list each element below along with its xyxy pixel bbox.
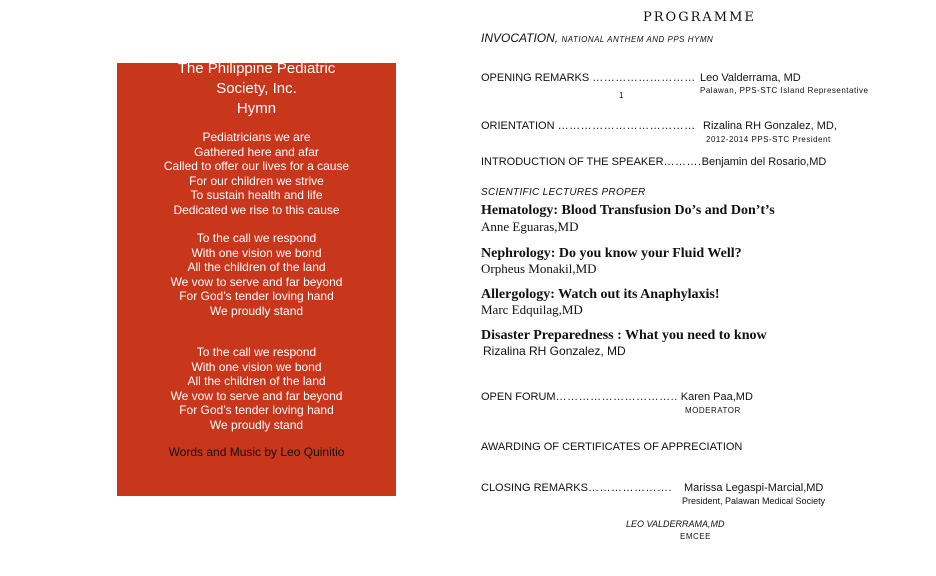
invocation-label: INVOCATION, xyxy=(481,31,559,45)
hymn-line: We vow to serve and far beyond xyxy=(170,388,343,403)
open-forum-line xyxy=(481,391,753,403)
hymn-title-line: Hymn xyxy=(236,100,277,117)
hymn-line: To the call we respond xyxy=(196,345,317,359)
emcee-role: EMCEE xyxy=(680,532,711,541)
invocation-items: NATIONAL ANTHEM AND PPS HYMN xyxy=(561,35,714,44)
emcee-name: LEO VALDERRAMA,MD xyxy=(626,519,725,529)
page-number: 1 xyxy=(619,91,624,100)
hymn-credit: Words and Music by Leo Quinitio xyxy=(168,445,345,459)
closing-remarks-label: CLOSING REMARKS xyxy=(481,482,588,494)
hymn-line: With one vision we bond xyxy=(191,359,322,374)
opening-remarks-label: OPENING REMARKS xyxy=(481,72,590,84)
lecture-speaker: Anne Eguaras,MD xyxy=(481,219,579,234)
hymn-line: Gathered here and afar xyxy=(194,144,319,159)
intro-speaker-name: Benjamin del Rosario,MD xyxy=(701,156,827,168)
lecture-speaker: Orpheus Monakil,MD xyxy=(481,261,597,276)
leader-dots: ……………………………… xyxy=(557,120,696,132)
awarding-line: AWARDING OF CERTIFICATES OF APPRECIATION xyxy=(481,441,743,453)
lecture-title: Nephrology: Do you know your Fluid Well? xyxy=(481,246,742,261)
invocation-line xyxy=(481,31,713,45)
leader-dots: ………………………….. xyxy=(555,391,678,403)
lecture-title: Disaster Preparedness : What you need to know xyxy=(481,328,767,343)
hymn-panel xyxy=(117,60,396,496)
closing-remarks-line xyxy=(481,482,672,494)
orientation-role: 2012-2014 PPS-STC President xyxy=(706,135,831,144)
programme-title: PROGRAMME xyxy=(643,10,756,25)
hymn-line: Pediatricians we are xyxy=(202,130,311,144)
hymn-line: All the children of the land xyxy=(187,260,326,274)
hymn-line: To sustain health and life xyxy=(190,188,323,202)
lecture-speaker: Marc Edquilag,MD xyxy=(481,302,583,317)
leader-dots: …………………. xyxy=(587,482,673,494)
intro-speaker-line xyxy=(481,156,826,168)
hymn-line: Dedicated we rise to this cause xyxy=(173,202,340,217)
lecture-title: Hematology: Blood Transfusion Do’s and Don’t’s xyxy=(481,203,775,218)
hymn-line: For our children we strive xyxy=(189,173,324,188)
lecture-title: Allergology: Watch out its Anaphylaxis! xyxy=(481,287,720,302)
hymn-line: To the call we respond xyxy=(196,231,317,245)
closing-remarks-role: President, Palawan Medical Society xyxy=(682,496,826,506)
hymn-line: We proudly stand xyxy=(209,303,304,318)
hymn-line: Called to offer our lives for a cause xyxy=(163,159,350,173)
lecture-speaker: Rizalina RH Gonzalez, MD xyxy=(483,344,626,358)
hymn-title-line: Society, Inc. xyxy=(216,80,297,97)
leader-dots: ……………………… xyxy=(592,72,696,84)
hymn-line: All the children of the land xyxy=(187,374,326,388)
intro-speaker-label: INTRODUCTION OF THE SPEAKER xyxy=(481,156,664,168)
open-forum-role: MODERATOR xyxy=(685,406,741,415)
scientific-lectures-label: SCIENTIFIC LECTURES PROPER xyxy=(481,187,646,198)
opening-remarks-speaker: Leo Valderrama, MD xyxy=(700,72,801,84)
hymn-line: For God’s tender loving hand xyxy=(179,403,334,417)
opening-remarks-line xyxy=(481,72,696,84)
leader-dots: ………. xyxy=(663,156,702,168)
hymn-line: For God’s tender loving hand xyxy=(179,289,334,303)
hymn-line: We vow to serve and far beyond xyxy=(170,274,343,289)
orientation-line xyxy=(481,120,696,132)
hymn-title-line: The Philippine Pediatric xyxy=(177,60,336,77)
orientation-speaker: Rizalina RH Gonzalez, MD, xyxy=(703,120,837,132)
hymn-line: With one vision we bond xyxy=(191,245,322,260)
closing-remarks-speaker: Marissa Legaspi-Marcial,MD xyxy=(684,482,824,494)
open-forum-label: OPEN FORUM xyxy=(481,391,556,403)
open-forum-moderator: Karen Paa,MD xyxy=(680,391,753,403)
orientation-label: ORIENTATION xyxy=(481,120,555,132)
hymn-line: We proudly stand xyxy=(209,417,304,432)
opening-remarks-role: Palawan, PPS-STC Island Representative xyxy=(700,86,869,95)
